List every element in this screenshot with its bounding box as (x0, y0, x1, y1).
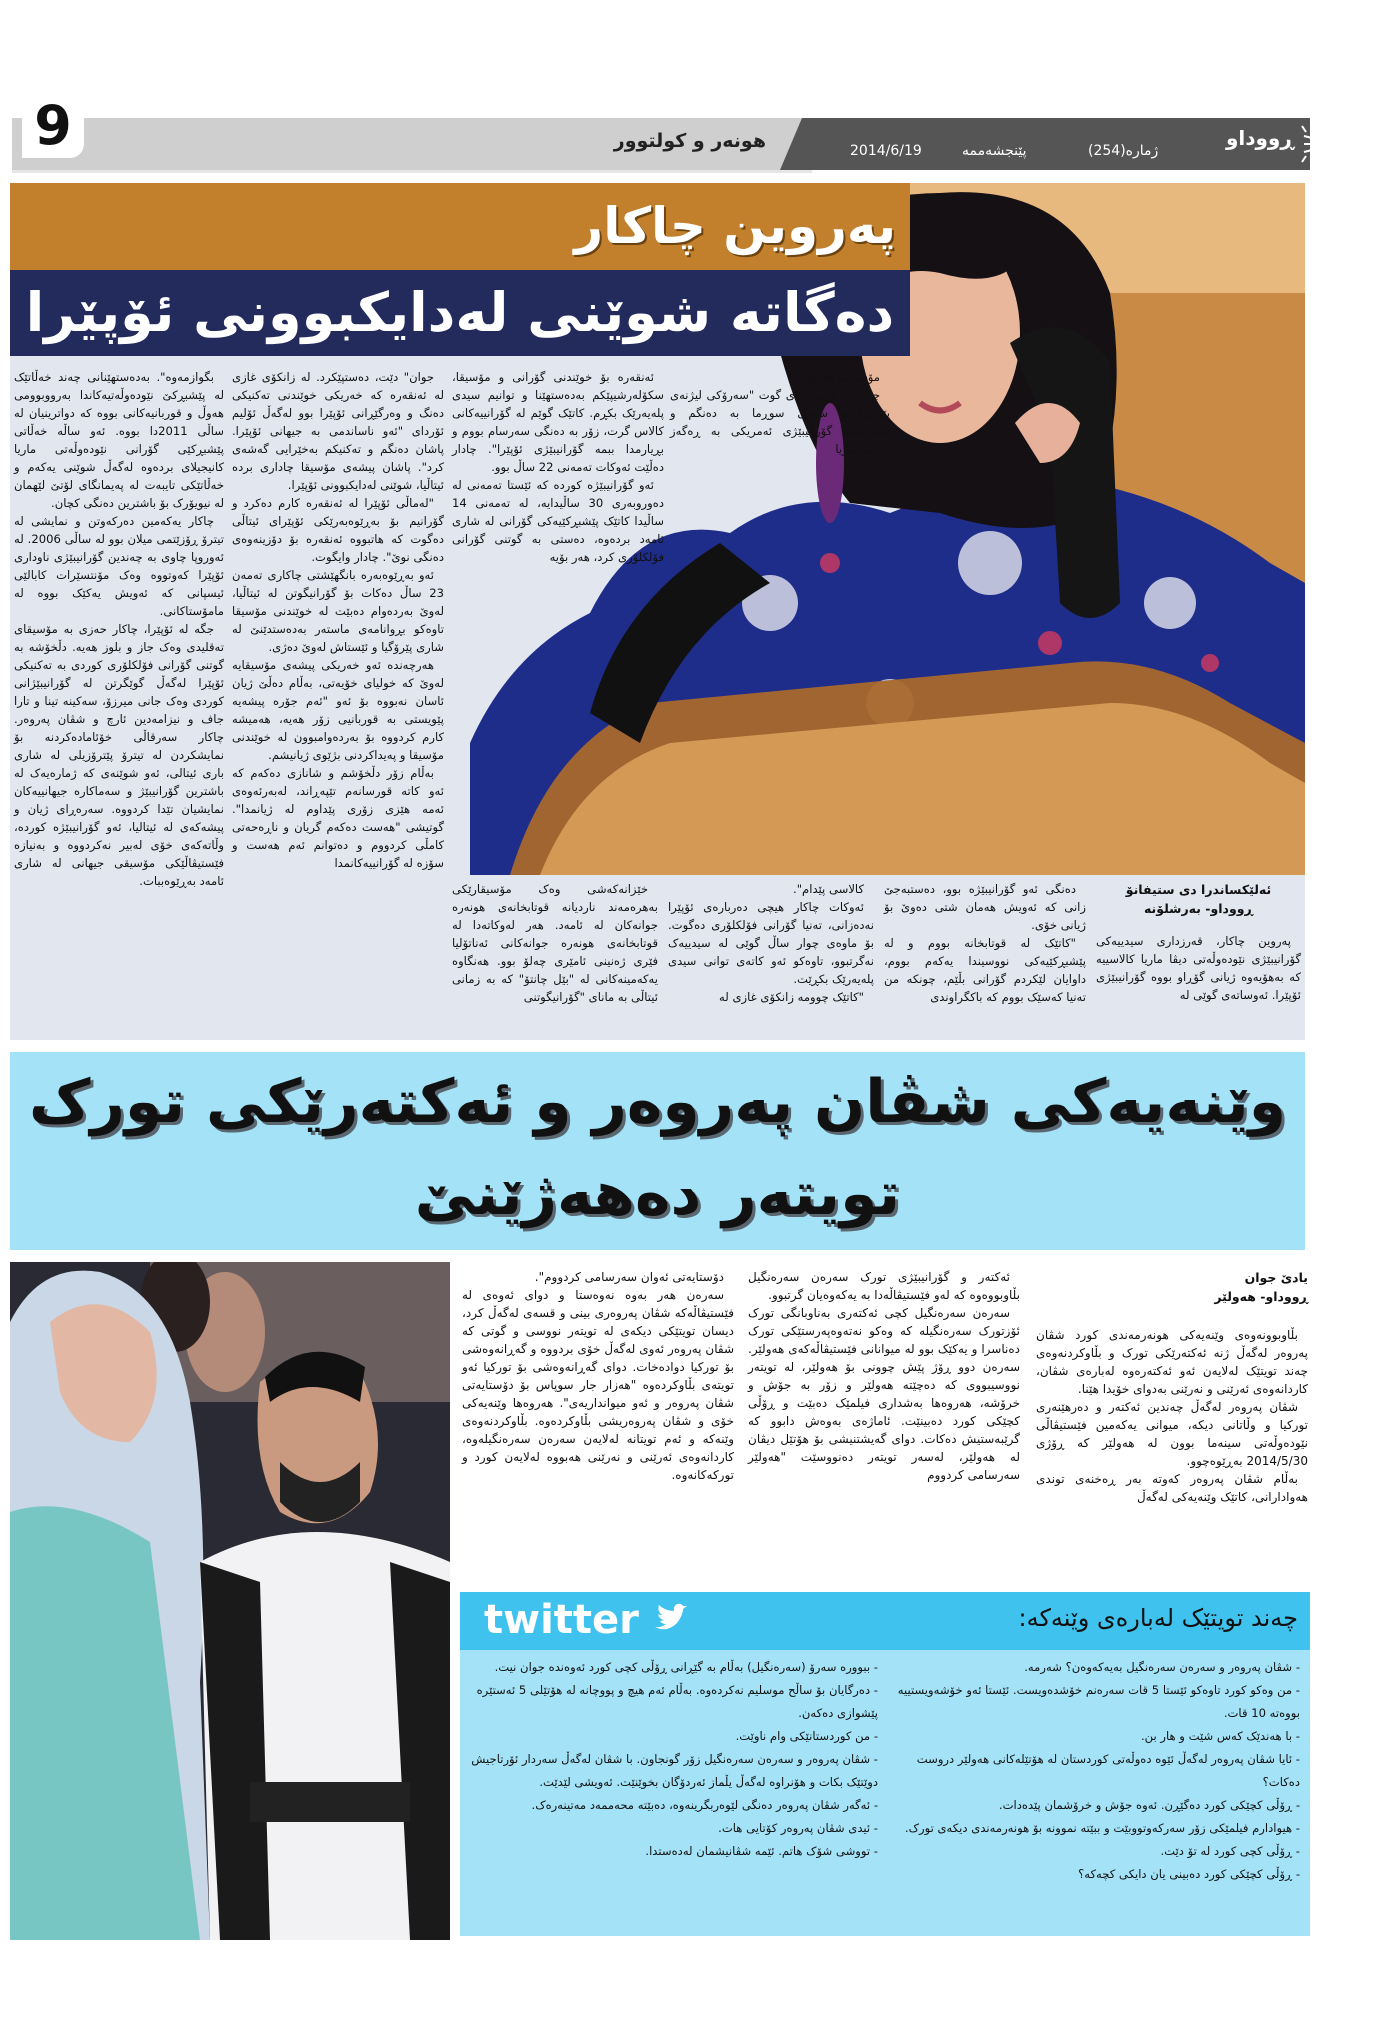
article-1-column-c (668, 880, 874, 1006)
paragraph: بگوازمەوە". بەدەستهێنانی چەند خەڵاتێک لە پێشبڕکێ نێودەوڵەتیەکاندا بەرووبوومی هەوڵ و قوربانیەکانی بووە کە دواترینیان لە ساڵی 2011دا بووە. ئەو ساڵە خەڵاتی پێشبڕکێی گۆرانی نێودەوڵەتی ماریا کانیجیلای بردەوە لەگەڵ شوێنی یەکەم و خەڵاتێکی تایبەت لە پەیمانگای لۆتێ لێهمان لە نیویۆرک بۆ باشترین دەنگی کچان. (14, 370, 224, 510)
dateline: ڕووداو- هەولێر (1214, 1289, 1308, 1304)
paragraph: بەڵام زۆر دڵخۆشم و شانازی دەکەم کە ئەو کاتە قورسانەم تێپەڕاند، لەبەرئەوەی ئەمە هێزی زۆری پێداوم لە ژیانمدا". گوتیشی "هەست دەکەم گریان و ناڕەحەتی کامڵی کردووم و دەتوانم ئەم هەست و سۆزە لە گۆرانییەکانمدا (232, 766, 444, 870)
paragraph: "کاتێک لە قوتابخانە بووم و لە پێشبڕکێیەکی نووسیندا یەکەم بووم، داوایان لێکردم گۆرانی بڵێم، چونکە من تەنیا کەسێک بووم کە باکگراوندی (884, 936, 1086, 1004)
tweet: - تووشی شۆک هاتم. ئێمە شڤانیشمان لەدەستدا. (645, 1844, 878, 1858)
tweets-left (468, 1656, 878, 1863)
shivan-perwer-photo (10, 1262, 450, 1940)
paragraph: چاکار یەکەمین دەرکەوتن و نمایشی لە تیترۆ ڕۆزێتمی میلان بوو لە ساڵی 2006. لە ئەوروپا چاوی بە چەندین گۆرانیبێژی ناوداری ئۆپێرا کەوتووە وەک مۆنتسێرات کابالێی ئیسپانی کە ئەویش یەکێک بووە لە مامۆستاکانی. (14, 514, 225, 618)
article-1-column-a (1096, 880, 1301, 1004)
article-headline: دەگاتە شوێنی لەدایکبوونی ئۆپێرا (25, 281, 895, 344)
paragraph: جوان" دێت، دەستپێکرد. لە زانکۆی غازی لە ئەنقەرە کە خەریکی خوێندنی تەکنیکی دەنگ و وەرگێڕانی ئۆپێرا بوو لەگەڵ ئۆلیم ئۆردای "ئەو ناساندمی بە جیهانی ئۆپێرا. پاشان دەنگم و تەکنیکم بەخێرایی گەشەی کرد". پاشان پیشەی مۆسیقا چاداری بردە ئیتاڵیا، شوێنی لەدایکبوونی ئۆپێرا. (232, 370, 444, 492)
article-2-body-1 (1036, 1326, 1308, 1506)
paragraph: پەروین چاکار، قەرزداری سیدییەکی گۆرانیبێژی نێودەوڵەتی دیڤا ماریا کالاسییە کە بەهۆیەوە ژیانی گۆڕاو بووە گۆرانیبێژی ئۆپێرا. ئەوساتەی گوێی لە (1096, 934, 1301, 1002)
paragraph: بەڵام شڤان پەروەر کەوتە بەر ڕەخنەی توندی هەوادارانی، کاتێک وێنەیەکی لەگەڵ (1036, 1472, 1308, 1504)
issue-weekday: پێنجشەممە (962, 143, 1027, 159)
paragraph: دەنگی ئەو گۆرانیبێژە بوو، دەستبەجێ زانی کە ئەویش هەمان شتی دەوێ بۆ ژیانی خۆی. (884, 882, 1086, 932)
tweet: - ببوورە سەرۆ (سەرەنگیل) بەڵام بە گێڕانی ڕۆڵی کچی کورد ئەوەندە جوان نیت. (494, 1660, 878, 1674)
headline-line-1: وێنەیەکی شڤان پەروەر و ئەکتەرێکی تورک (28, 1067, 1287, 1137)
paragraph: "کاتێک چوومە زانکۆی غازی لە (719, 990, 864, 1004)
article-1-column-1 (14, 368, 224, 890)
paragraph: هەرچەندە ئەو خەریکی پیشەی مۆسیقایە لەوێ کە خولیای خۆیەتی، بەڵام دەڵێ ژیان ئاسان نەبووە بۆ ئەو "ئەم جۆرە پیشەیە پێویستی بە قوربانیی زۆر هەیە، هەمیشە کارم کردووە بۆ بەردەوامبوون لە خوێندنی مۆسیقا و پەیداکردنی بژێوی ژیانیشم. (232, 658, 444, 762)
article-2-column-2 (748, 1268, 1020, 1484)
tweet: - من کوردستانێکی وام ناوێت. (735, 1729, 878, 1743)
tweet: - من وەکو کورد تاوەکو ئێستا 5 قات سەرەنم خۆشدەویست. ئێستا ئەو خۆشەویستییە بووەتە 10 قات. (897, 1683, 1300, 1720)
page-number: 9 (22, 96, 84, 158)
paragraph: مۆسیقیم هەبوو". (797, 370, 880, 384)
article-1-column-top-4 (670, 368, 890, 458)
paragraph: "لەماڵی ئۆپێرا لە ئەنقەرە کارم دەکرد و گۆرانیم بۆ بەڕێوەبەرێکی ئۆپێرای ئیتاڵی دەگوت کە هاتبووە ئەنقەرە بۆ دۆزینەوەی دەنگی نوێ". چادار وایگوت. (232, 496, 444, 564)
issue-number: ژمارە(254) (1088, 143, 1159, 159)
article-1-column-b (884, 880, 1086, 1006)
paragraph: بڵاوبوونەوەی وێنەیەکی هونەرمەندی کورد شڤان پەروەر لەگەڵ ژنە ئەکتەرێکی تورک و بڵاوکردنەوەی چەند تویتێک لەلایەن ئەو ئەکتەرەوە لەبارەی شڤان، کاردانەوەی ئەرێنی و نەرێنی بەدوای خۆیدا هێنا. (1036, 1328, 1308, 1396)
tweet: - ئیدی شڤان پەروەر کۆتایی هات. (718, 1821, 878, 1835)
paragraph: چاکار بە (ڕووداو)ی گوت "سەرۆکی لیژنەی پێشبڕکێکە سەری سوڕما بە دەنگم و سیدییەکی گۆرانیبێژی ئەمریکی بە ڕەگەز یۆنانی ماریا (670, 388, 890, 456)
article-1-column-2 (232, 368, 444, 872)
tweet: - با هەندێک کەس شێت و هار بن. (1140, 1729, 1300, 1743)
logo-rays-icon (1300, 122, 1314, 166)
tweet: - هیوادارم فیلمێکی زۆر سەرکەوتووبێت و ببێتە نموونە بۆ هونەرمەندی دیکەی تورک. (904, 1821, 1300, 1835)
tweet: - ئایا شڤان پەروەر لەگەڵ ئێوە دەوڵەتی کوردستان لە هۆتێلەکانی هەولێر دروست دەکات؟ (916, 1752, 1300, 1789)
paragraph: ئەو بەڕێوەبەرە بانگهێشتی چاکاری تەمەن 23 ساڵ دەکات بۆ گۆرانیگوتن لە ئیتاڵیا، لەوێ بەردەوام دەبێت لە خوێندنی مۆسیقا تاوەکو بڕوانامەی ماستەر بەدەستدێنێ لە شاری پێرۆگیا و ئێستاش لەوێ دەژی. (232, 568, 444, 654)
paragraph: جگە لە ئۆپێرا، چاکار حەزی بە مۆسیقای تەقلیدی وەک جاز و بلوز هەیە. دڵخۆشە بە گوتنی گۆرانی فۆلکلۆری کوردی بە تەکنیکی ئۆپێرا لەگەڵ گوێگرتن لە گۆرانیبێژانی کوردی وەک جانی میرزۆ، سەکینە تینا و تارا جاف و نیزامەدین ئارچ و شڤان پەروەر. چاکار سەرقاڵی خۆئامادەکردنە بۆ نمایشکردن لە تیترۆ پێترۆزیلی لە شاری باری ئیتالی، ئەو شوێنەی کە ژمارەیەک لە باشترین گۆرانیبێژ و سەماکارە جیهانییەکان نمایشیان تێدا کردووە. سەرەڕای ژیان و پیشەکەی لە ئیتالیا، ئەو گۆرانیبێژە کوردە، وڵاتەکەی خۆی لەبیر نەکردووە و بەنیازە فێستیڤاڵێکی مۆسیقی جیهانی لە شاری ئامەد بەڕێوەببات. (14, 622, 224, 888)
tweet: - ڕۆڵی کچێکی کورد دەبینی یان دایکی کچەکە؟ (1078, 1867, 1300, 1881)
article-kicker: پەروین چاکار (574, 197, 896, 255)
tweet: - ئەگەر شڤان پەروەر دەنگی لێوەربگرینەوە، دەبێتە محەممەد مەتینەرەک. (531, 1798, 878, 1812)
twitter-logo (484, 1598, 687, 1642)
paragraph: ئەوکات چاکار هیچی دەربارەی ئۆپێرا نەدەزانی، تەنیا گۆرانی فۆلکلۆری دەگوت. بۆ ماوەی چوار ساڵ گوێی لە سیدییەک نەگرتبوو، تاوەکو ئەو کاتەی توانی سیدی پلەیەرێک بکڕێت. (668, 900, 874, 986)
twitter-wordmark: twitter (484, 1597, 639, 1643)
tweet: - ڕۆڵی کچی کورد لە تۆ دێت. (1160, 1844, 1300, 1858)
twitter-bird-icon (653, 1603, 687, 1633)
author-name: یادێ جوان (1244, 1270, 1308, 1285)
rudaw-logo: ڕووداو (1225, 126, 1294, 150)
paragraph: سەرەن هەر بەوە نەوەستا و دوای ئەوەی لە فێستیڤاڵەکە شڤان پەروەری بینی و قسەی لەگەڵ کرد، دیسان تویتێکی دیکەی لە تویتەر نووسی و گوتی کە شڤان پەروەر ئەوی لەگەڵ خۆی بردووە و گەڕانەوەشی بۆ تورکیا دوادەخات. دوای گەڕانەوەشی بۆ تورکیا ئەو تویتەی بڵاوکردەوە "هەزار جار سوپاس بۆ دۆستایەتی شڤان پەروەر و ئەو میوانداریەی". هەروەها وێنەیەکی خۆی و شڤان پەروەریشی بڵاوکردەوە. بڵاوکردنەوەی وێنەکە و ئەم تویتانە لەلایەن سەرەن سەرەنگیلەوە، کاردانەوەی ئەرێنی و نەرێنی هەبووە لەلایەن کورد و تورکەکانەوە. (462, 1288, 734, 1482)
paragraph: کالاسی پێدام". (793, 882, 864, 896)
tweet: - شڤان پەروەر و سەرەن سەرەنگیل بەیەکەوەن؟ شەرمە. (1024, 1660, 1300, 1674)
article-2-column-3 (462, 1268, 734, 1484)
paragraph: ئەکتەر و گۆرانیبێژی تورک سەرەن سەرەنگیل بڵاوبووەوە کە لەو فێستیڤاڵەدا بە یەکەوەیان گرتبوو. (748, 1270, 1020, 1302)
paragraph: سەرەن سەرەنگیل کچی ئەکتەری بەناوبانگی تورک ئۆزتورک سەرەنگیلە کە وەکو نەتەوەپەرستێکی تورک دەناسرا و یەکێک بوو لە میوانانی فێستیڤاڵەکەی هەولێر. سەرەن دوو ڕۆژ پێش چوونی بۆ هەولێر، لە تویتەر نووسیبووی کە دەچێتە هەولێر و زۆر بە جۆش و خرۆشە، هەروەها بەشداری فیلمێک دەبێت و ڕۆڵی کچێکی کورد دەبینێت. ئاماژەی بەوەش دابوو کە گرێبەستیش دەکات. دوای گەیشتنیشی بۆ هۆتێل دیڤان لە هەولێر، لەسەر تویتەر دەنووسێت "هەولێر سەرسامی کردووم (748, 1306, 1020, 1482)
article-2-column-1 (1036, 1268, 1308, 1506)
paragraph: ئەنقەرە بۆ خوێندنی گۆرانی و مۆسیقا، سکۆلەرشیپێکم بەدەستهێنا و توانیم سیدی پلەیەرێک بکڕم. کاتێک گوێم لە گۆرانییەکانی کالاس گرت، زۆر بە دەنگی سەرسام بووم و بڕیارمدا ببمە گۆرانیبێژی ئۆپێرا". چادار دەڵێت ئەوکات تەمەنی 22 ساڵ بوو. (452, 370, 664, 474)
tweet: - ڕۆڵی کچێکی کورد دەگێڕن. ئەوە جۆش و خرۆشمان پێدەدات. (998, 1798, 1300, 1812)
article-1-column-top-3 (452, 368, 664, 566)
article-1-column-d (452, 880, 658, 1006)
section-title: هونەر و کولتوور (613, 130, 766, 152)
tweets-title: چەند تویتێک لەبارەی وێنەکە: (1018, 1604, 1298, 1632)
paragraph: دۆستایەتی ئەوان سەرسامی کردووم". (534, 1270, 724, 1284)
tweet: - شڤان پەروەر و سەرەن سەرەنگیل زۆر گونجاون. با شڤان لەگەڵ سەردار ئۆرتاجیش دوێتێک بکات و هۆنراوە لەگەڵ یڵماز ئەردۆگان بخوێنێت. ئەویشی لێدێت. (471, 1752, 878, 1789)
dateline: ڕووداو- بەرشلۆنە (1143, 901, 1254, 916)
headline-line-2: تویتەر دەهەژێنێ (414, 1159, 901, 1229)
article-1-lead (1096, 932, 1301, 1004)
paragraph: شڤان پەروەر لەگەڵ چەندین ئەکتەر و دەرهێنەری تورکیا و وڵاتانی دیکە، میوانی یەکەمین فێستیڤاڵی نێودەوڵەتی سینەما بوون لە هەولێر کە ڕۆژی 2014/5/30 بەڕێوەچوو. (1036, 1400, 1308, 1468)
issue-date: 2014/6/19 (850, 143, 922, 159)
author-name: ئەلێکساندرا دی ستیفانۆ (1125, 882, 1272, 897)
paragraph: خێزانەکەشی وەک مۆسیقارێکی بەهرەمەند ناردیانە قوتابخانەی هونەرە جوانەکان لە ئامەد. هەر لەوکاتەدا لە قوتابخانەی هونەرە جوانەکانی ئەناتۆلیا فێری ژەنینی ئامێری چەلۆ بوو. هەنگاوە یەکەمینەکانی لە "بێل چانتۆ" کە بە زمانی ئیتاڵی بە مانای "گۆرانیگوتنی (452, 882, 658, 1004)
tweet: - دەرگایان بۆ ساڵح موسلیم نەکردەوە. بەڵام ئەم هیچ و پووچانە لە هۆتێلی 5 ئەستێرە پێشوازی دەکەن. (476, 1683, 878, 1720)
paragraph: ئەو گۆرانیبێژە کوردە کە ئێستا تەمەنی لە دەوروبەری 30 ساڵیدایە، لە تەمەنی 14 ساڵیدا کاتێک پێشبڕکێیەکی گۆرانی لە شاری ئامەد بردەوە، دەستی بە گوتنی گۆرانی فۆلکلۆری کرد، هەر بۆیە (452, 478, 664, 564)
tweets-right (886, 1656, 1300, 1886)
